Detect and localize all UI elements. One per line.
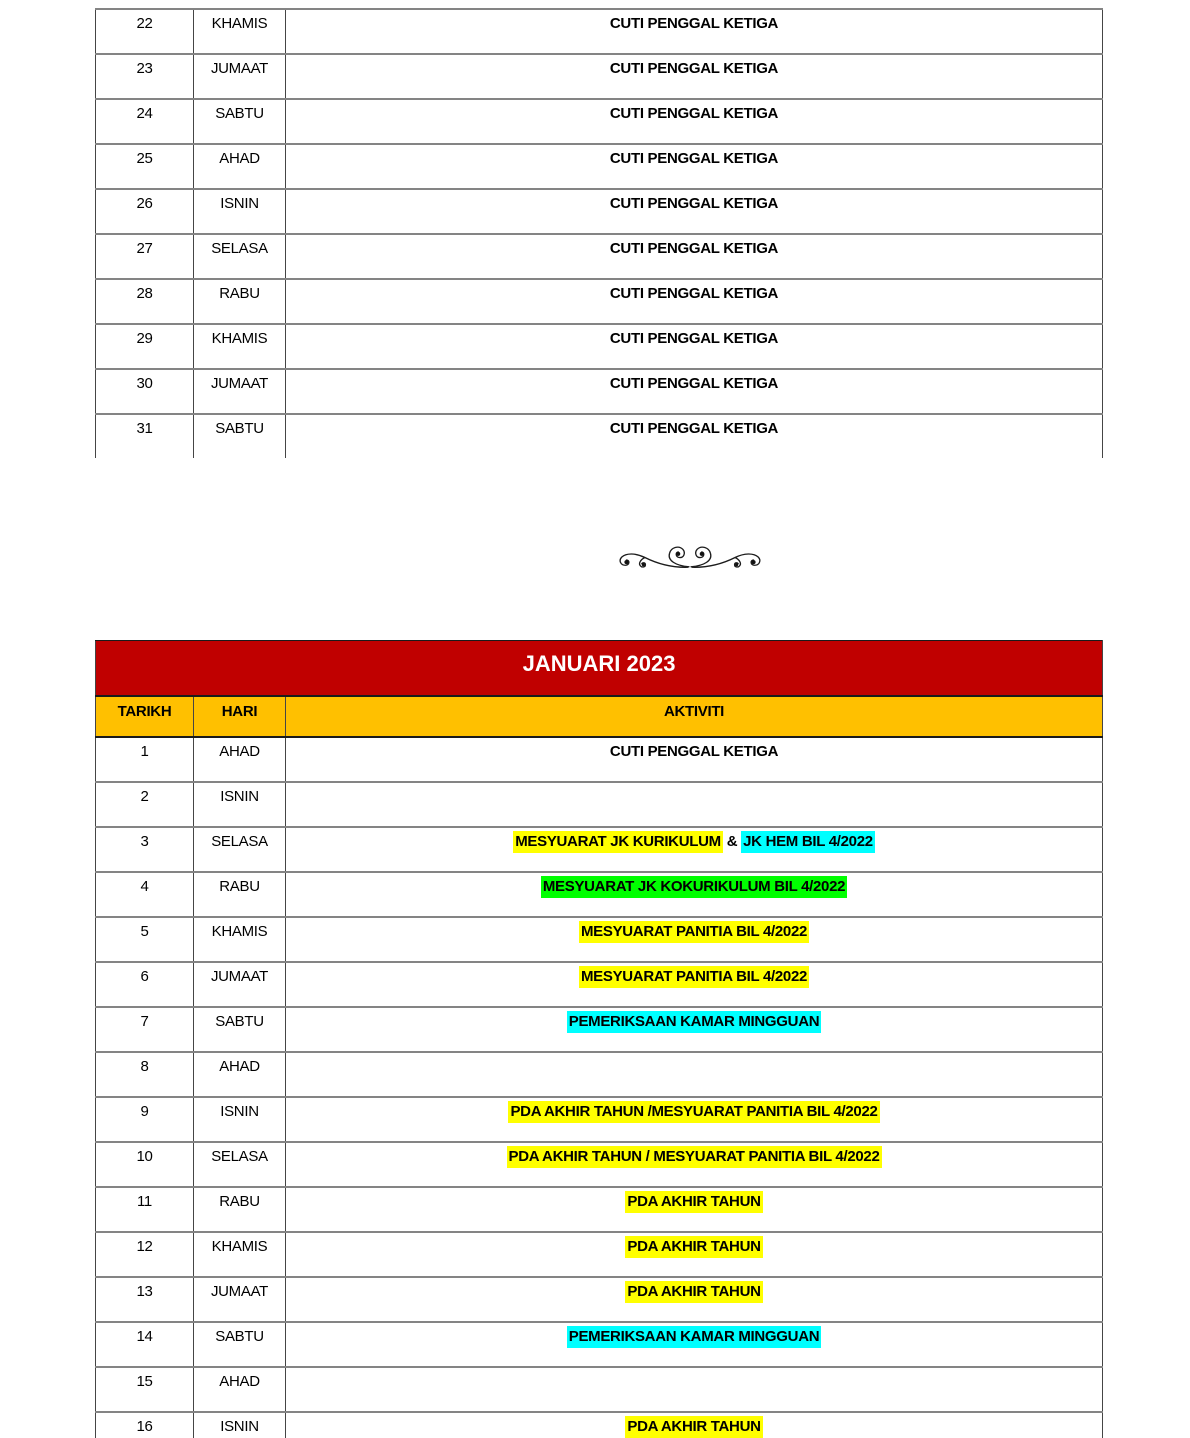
day-cell: AHAD	[194, 1367, 286, 1412]
activity-cell	[286, 1322, 1103, 1367]
activity-text: CUTI PENGGAL KETIGA	[609, 375, 779, 392]
date-cell: 23	[96, 54, 194, 99]
activity-text: CUTI PENGGAL KETIGA	[609, 285, 779, 302]
activity-cell	[286, 234, 1103, 279]
table-row	[96, 1412, 1103, 1438]
table-row	[96, 369, 1103, 414]
date-cell: 24	[96, 99, 194, 144]
activity-cell	[286, 1142, 1103, 1187]
activity-cell	[286, 917, 1103, 962]
activity-text: CUTI PENGGAL KETIGA	[609, 240, 779, 257]
activity-text: CUTI PENGGAL KETIGA	[609, 420, 779, 437]
day-cell: SELASA	[194, 234, 286, 279]
table-row	[96, 827, 1103, 872]
activity-cell	[286, 189, 1103, 234]
table-row	[96, 1232, 1103, 1277]
table-row	[96, 782, 1103, 827]
date-cell: 28	[96, 279, 194, 324]
cuti-penggal-continuation-table	[95, 8, 1103, 458]
date-cell: 5	[96, 917, 194, 962]
activity-text: CUTI PENGGAL KETIGA	[609, 150, 779, 167]
date-cell: 4	[96, 872, 194, 917]
day-cell: SELASA	[194, 827, 286, 872]
activity-cell	[286, 1232, 1103, 1277]
day-cell: KHAMIS	[194, 324, 286, 369]
table-row	[96, 1007, 1103, 1052]
column-header-row	[96, 696, 1103, 737]
day-cell: JUMAAT	[194, 54, 286, 99]
activity-text-highlighted: MESYUARAT JK KOKURIKULUM BIL 4/2022	[541, 876, 847, 898]
date-cell: 30	[96, 369, 194, 414]
activity-cell	[286, 9, 1103, 54]
activity-cell	[286, 324, 1103, 369]
table-row	[96, 1142, 1103, 1187]
januari-2023-table	[95, 640, 1103, 1438]
table-row	[96, 917, 1103, 962]
ornament-divider	[608, 534, 772, 580]
activity-text-highlighted: JK HEM BIL 4/2022	[741, 831, 875, 853]
table-row	[96, 279, 1103, 324]
table-row	[96, 1187, 1103, 1232]
day-cell: JUMAAT	[194, 962, 286, 1007]
activity-text-highlighted: PDA AKHIR TAHUN	[625, 1416, 762, 1438]
activity-text-highlighted: MESYUARAT PANITIA BIL 4/2022	[579, 966, 809, 988]
activity-text-highlighted: PDA AKHIR TAHUN / MESYUARAT PANITIA BIL 4/2022	[507, 1146, 882, 1168]
activity-cell	[286, 962, 1103, 1007]
date-cell: 2	[96, 782, 194, 827]
table-row	[96, 737, 1103, 782]
day-cell: AHAD	[194, 1052, 286, 1097]
table-row	[96, 1097, 1103, 1142]
activity-cell	[286, 54, 1103, 99]
day-cell: RABU	[194, 872, 286, 917]
table-row	[96, 144, 1103, 189]
date-cell: 12	[96, 1232, 194, 1277]
activity-text: CUTI PENGGAL KETIGA	[609, 743, 779, 760]
day-cell: JUMAAT	[194, 1277, 286, 1322]
activity-cell	[286, 369, 1103, 414]
date-cell: 10	[96, 1142, 194, 1187]
activity-cell	[286, 1052, 1103, 1097]
table-row	[96, 1277, 1103, 1322]
date-cell: 6	[96, 962, 194, 1007]
table-row	[96, 234, 1103, 279]
day-cell: JUMAAT	[194, 369, 286, 414]
swirl-flourish-icon	[608, 534, 772, 580]
day-cell: SABTU	[194, 99, 286, 144]
table-row	[96, 1367, 1103, 1412]
activity-text: CUTI PENGGAL KETIGA	[609, 105, 779, 122]
activity-cell	[286, 872, 1103, 917]
activity-text-highlighted: PEMERIKSAAN KAMAR MINGGUAN	[567, 1011, 822, 1033]
day-cell: KHAMIS	[194, 1232, 286, 1277]
activity-text: &	[722, 833, 742, 850]
activity-cell	[286, 1277, 1103, 1322]
activity-cell	[286, 1007, 1103, 1052]
activity-text: CUTI PENGGAL KETIGA	[609, 60, 779, 77]
day-cell: ISNIN	[194, 1412, 286, 1438]
day-cell: AHAD	[194, 144, 286, 189]
month-title: JANUARI 2023	[96, 641, 1103, 697]
column-header-tarikh: TARIKH	[96, 696, 194, 737]
day-cell: SABTU	[194, 414, 286, 458]
activity-text: CUTI PENGGAL KETIGA	[609, 330, 779, 347]
date-cell: 25	[96, 144, 194, 189]
activity-text: CUTI PENGGAL KETIGA	[609, 195, 779, 212]
day-cell: ISNIN	[194, 1097, 286, 1142]
table-row	[96, 414, 1103, 458]
day-cell: ISNIN	[194, 189, 286, 234]
day-cell: KHAMIS	[194, 9, 286, 54]
activity-text: CUTI PENGGAL KETIGA	[609, 15, 779, 32]
activity-cell	[286, 414, 1103, 458]
activity-text-highlighted: PDA AKHIR TAHUN	[625, 1191, 762, 1213]
activity-cell	[286, 1412, 1103, 1438]
activity-cell	[286, 737, 1103, 782]
activity-text-highlighted: MESYUARAT JK KURIKULUM	[513, 831, 723, 853]
date-cell: 1	[96, 737, 194, 782]
activity-text-highlighted: MESYUARAT PANITIA BIL 4/2022	[579, 921, 809, 943]
date-cell: 29	[96, 324, 194, 369]
date-cell: 9	[96, 1097, 194, 1142]
activity-cell	[286, 99, 1103, 144]
table-row	[96, 324, 1103, 369]
table-row	[96, 189, 1103, 234]
date-cell: 14	[96, 1322, 194, 1367]
activity-text-highlighted: PDA AKHIR TAHUN	[625, 1236, 762, 1258]
table-row	[96, 962, 1103, 1007]
date-cell: 3	[96, 827, 194, 872]
date-cell: 8	[96, 1052, 194, 1097]
date-cell: 27	[96, 234, 194, 279]
date-cell: 31	[96, 414, 194, 458]
day-cell: SELASA	[194, 1142, 286, 1187]
day-cell: AHAD	[194, 737, 286, 782]
day-cell: KHAMIS	[194, 917, 286, 962]
day-cell: RABU	[194, 1187, 286, 1232]
month-title-row	[96, 641, 1103, 697]
date-cell: 11	[96, 1187, 194, 1232]
table-row	[96, 872, 1103, 917]
activity-cell	[286, 782, 1103, 827]
date-cell: 22	[96, 9, 194, 54]
activity-cell	[286, 827, 1103, 872]
activity-cell	[286, 1187, 1103, 1232]
activity-cell	[286, 1097, 1103, 1142]
date-cell: 26	[96, 189, 194, 234]
day-cell: SABTU	[194, 1322, 286, 1367]
date-cell: 7	[96, 1007, 194, 1052]
date-cell: 16	[96, 1412, 194, 1438]
column-header-aktiviti: AKTIVITI	[286, 696, 1103, 737]
day-cell: ISNIN	[194, 782, 286, 827]
activity-cell	[286, 1367, 1103, 1412]
date-cell: 13	[96, 1277, 194, 1322]
activity-text-highlighted: PEMERIKSAAN KAMAR MINGGUAN	[567, 1326, 822, 1348]
table-row	[96, 54, 1103, 99]
table-row	[96, 1052, 1103, 1097]
activity-cell	[286, 279, 1103, 324]
day-cell: SABTU	[194, 1007, 286, 1052]
column-header-hari: HARI	[194, 696, 286, 737]
day-cell: RABU	[194, 279, 286, 324]
date-cell: 15	[96, 1367, 194, 1412]
activity-text-highlighted: PDA AKHIR TAHUN /MESYUARAT PANITIA BIL 4/2022	[508, 1101, 879, 1123]
activity-text-highlighted: PDA AKHIR TAHUN	[625, 1281, 762, 1303]
table-row	[96, 99, 1103, 144]
table-row	[96, 9, 1103, 54]
table-row	[96, 1322, 1103, 1367]
activity-cell	[286, 144, 1103, 189]
